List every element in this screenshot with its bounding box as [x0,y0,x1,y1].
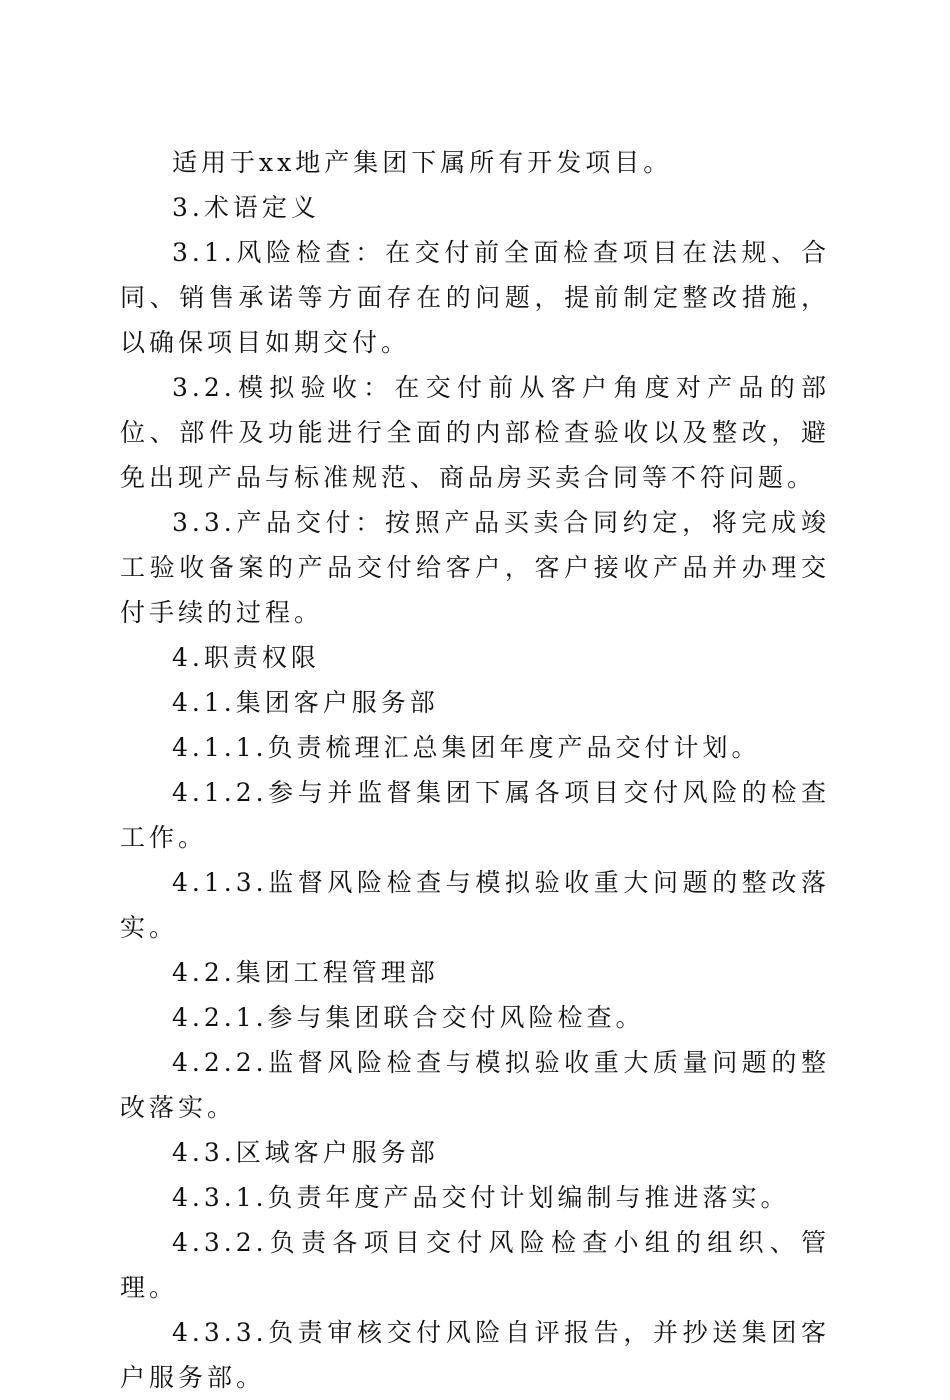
item-4-2-2: 4.2.2.监督风险检查与模拟验收重大质量问题的整改落实。 [120,1048,830,1122]
subsection-regional-customer-service: 4.3.区域客户服务部 [172,1138,439,1167]
item-4-1-3: 4.1.3.监督风险检查与模拟验收重大问题的整改落实。 [120,868,830,942]
section-heading-terms: 3.术语定义 [172,193,320,222]
item-4-3-1: 4.3.1.负责年度产品交付计划编制与推进落实。 [172,1183,790,1212]
item-4-3-3: 4.3.3.负责审核交付风险自评报告，并抄送集团客户服务部。 [120,1318,830,1392]
section-heading-responsibilities: 4.职责权限 [172,643,320,672]
term-risk-inspection: 3.1.风险检查：在交付前全面检查项目在法规、合同、销售承诺等方面存在的问题，提前制定整改措施，以确保项目如期交付。 [120,238,830,357]
subsection-group-engineering: 4.2.集团工程管理部 [172,958,439,987]
subsection-group-customer-service: 4.1.集团客户服务部 [172,688,439,717]
scope-paragraph: 适用于xx地产集团下属所有开发项目。 [172,148,673,177]
item-4-1-2: 4.1.2.参与并监督集团下属各项目交付风险的检查工作。 [120,778,830,852]
term-product-delivery: 3.3.产品交付：按照产品买卖合同约定，将完成竣工验收备案的产品交付给客户，客户接收产品并办理交付手续的过程。 [120,508,830,627]
document-page [120,140,830,1400]
term-simulated-acceptance: 3.2.模拟验收：在交付前从客户角度对产品的部位、部件及功能进行全面的内部检查验收以及整改，避免出现产品与标准规范、商品房买卖合同等不符问题。 [120,373,830,492]
item-4-3-2: 4.3.2.负责各项目交付风险检查小组的组织、管理。 [120,1228,830,1302]
item-4-2-1: 4.2.1.参与集团联合交付风险检查。 [172,1003,645,1032]
item-4-1-1: 4.1.1.负责梳理汇总集团年度产品交付计划。 [172,733,761,762]
